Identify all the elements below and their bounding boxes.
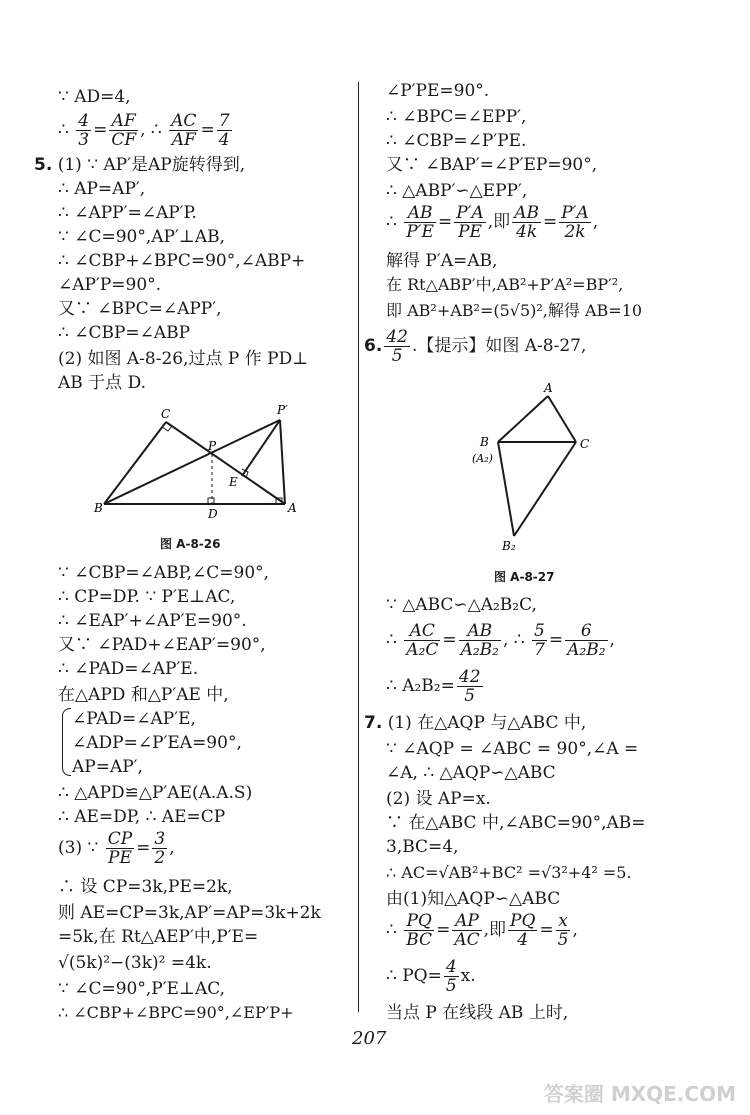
line: 5. (1) ∵ AP′是AP旋转得到,: [34, 155, 246, 175]
line: ∴ PQ= $\frac{4}{5}$ x.: [386, 957, 476, 996]
line: ∴ AC=√AB²+BC² =√3²+4² =5.: [386, 863, 632, 882]
label-b: B: [480, 435, 489, 449]
line: √(5k)²−(3k)² =4k.: [58, 953, 212, 973]
line: ∠ADP=∠P′EA=90°,: [72, 733, 242, 753]
line: ∴ ∠CBP+∠BPC=90°,∠EP′P+: [58, 1003, 294, 1022]
line: 当点 P 在线段 AB 上时,: [386, 1003, 569, 1023]
fraction: $\frac{AB}{4k}$: [514, 203, 539, 242]
line: ∵ ∠CBP=∠ABP,∠C=90°,: [58, 563, 270, 583]
line: 在 Rt△ABP′中,AB²+P′A²=BP′²,: [386, 275, 624, 294]
line: ∵ △ABC∽△A₂B₂C,: [386, 595, 537, 615]
line: =5k,在 Rt△AEP′中,P′E=: [58, 927, 259, 947]
question-number: 5.: [34, 155, 53, 175]
line: ∴ ∠CBP=∠ABP: [58, 323, 191, 343]
fraction: $\frac{x}{5}$: [557, 911, 569, 950]
fraction: $\frac{5}{7}$: [534, 621, 545, 660]
line: ∴ CP=DP. ∵ P′E⊥AC,: [58, 587, 236, 607]
label-c: C: [161, 407, 171, 421]
figure-caption: 图 A-8-27: [494, 570, 555, 584]
line: 又∵ ∠BAP′=∠P′EP=90°,: [386, 155, 598, 175]
label-b: B: [94, 501, 103, 515]
fraction: $\frac{42}{5}$: [386, 327, 408, 366]
line: ∠PAD=∠AP′E,: [72, 709, 196, 729]
watermark: 答案圈 MXQE.COM: [543, 1082, 736, 1106]
line: 由(1)知△AQP∽△ABC: [386, 889, 561, 909]
line: 7. (1) 在△AQP 与△ABC 中,: [364, 713, 587, 733]
line: ∠AP′P=90°.: [58, 275, 162, 295]
fraction: $\frac{PQ}{BC}$: [406, 911, 433, 950]
line: 6. $\frac{42}{5}$ .【提示】如图 A-8-27,: [364, 327, 587, 366]
fraction: $\frac{7}{4}$: [218, 111, 230, 150]
fraction: $\frac{CP}{PE}$: [107, 829, 133, 868]
fraction: $\frac{P'A}{2k}$: [561, 203, 589, 242]
line: AP=AP′,: [72, 757, 143, 777]
line: 3,BC=4,: [386, 837, 459, 857]
line: 则 AE=CP=3k,AP′=AP=3k+2k: [58, 903, 321, 923]
line: (2) 设 AP=x.: [386, 789, 491, 809]
label-a: A: [288, 501, 297, 515]
fraction: $\frac{4}{5}$: [445, 957, 457, 996]
line: ∴ △APD≌△P′AE(A.A.S): [58, 783, 253, 803]
line: 解得 P′A=AB,: [386, 251, 498, 271]
line: ∴ ∠EAP′+∠AP′E=90°.: [58, 611, 247, 631]
line: (2) 如图 A-8-26,过点 P 作 PD⊥: [58, 349, 309, 369]
line: ∴ AE=DP, ∴ AE=CP: [58, 807, 226, 827]
question-number: 7.: [364, 713, 383, 733]
figure-a-8-27: [470, 378, 590, 558]
line: ∴ $\frac{AC}{\text{A₂C}}$ = $\frac{AB}{\text{A₂B₂}}$ , ∴ $\frac{5}{7}$ = $\frac{6}{\text{A₂B₂}}$ ,: [386, 621, 615, 660]
line: ∴ ∠BPC=∠EPP′,: [386, 107, 527, 127]
label-p-prime: P′: [277, 403, 288, 417]
line: ∴ ∠CBP=∠P′PE.: [386, 131, 527, 151]
line: 即 AB²+AB²=(5√5)²,解得 AB=10: [386, 301, 643, 320]
line: ∵ ∠AQP = ∠ABC = 90°,∠A =: [386, 739, 639, 759]
fraction: $\frac{AP}{AC}$: [454, 911, 480, 950]
question-number: 6.: [364, 336, 383, 356]
label-c: C: [580, 437, 590, 451]
line: ∵ ∠C=90°,AP′⊥AB,: [58, 227, 225, 247]
fraction: $\frac{4}{3}$: [78, 111, 90, 150]
label-e: E: [229, 475, 238, 489]
page-number: 207: [352, 1028, 387, 1049]
line: AB 于点 D.: [58, 373, 147, 393]
line: ∴ AP=AP′,: [58, 179, 146, 199]
line: ∵ 在△ABC 中,∠ABC=90°,AB=: [386, 813, 646, 833]
line: 又∵ ∠PAD+∠EAP′=90°,: [58, 635, 266, 655]
label-b2: B₂: [502, 539, 516, 553]
label-p: P: [208, 439, 217, 453]
line: ∴ ∠APP′=∠AP′P.: [58, 203, 197, 223]
line: ∵ AD=4,: [58, 87, 131, 107]
label-a: A: [544, 381, 553, 395]
system-brace: [62, 708, 71, 776]
fraction: $\frac{AB}{\text{A₂B₂}}$: [460, 621, 499, 660]
fraction: $\frac{AF}{CF}$: [111, 111, 137, 150]
fraction: $\frac{AB}{P'E}$: [406, 203, 434, 242]
line: ∴ $\frac{PQ}{BC}$ = $\frac{AP}{AC}$ ,即 $\frac{PQ}{4}$ = $\frac{x}{5}$ ,: [386, 911, 578, 950]
line: 在△APD 和△P′AE 中,: [58, 685, 229, 705]
line: ∴ 设 CP=3k,PE=2k,: [58, 877, 233, 897]
fraction: $\frac{3}{2}$: [154, 829, 166, 868]
figure-caption: 图 A-8-26: [160, 537, 221, 551]
line: ∴ $\frac{AB}{P'E}$ = $\frac{P'A}{PE}$ ,即 $\frac{AB}{4k}$ = $\frac{P'A}{2k}$ ,: [386, 203, 599, 242]
line: (3) ∵ $\frac{CP}{PE}$ = $\frac{3}{2}$ ,: [58, 829, 175, 868]
fraction: $\frac{42}{5}$: [458, 667, 481, 706]
line: ∠P′PE=90°.: [386, 81, 490, 101]
fraction: $\frac{AC}{AF}$: [171, 111, 197, 150]
fraction: $\frac{6}{\text{A₂B₂}}$: [567, 621, 606, 660]
label-a2: (A₂): [472, 452, 493, 465]
line: ∴ ∠PAD=∠AP′E.: [58, 659, 199, 679]
line: ∴ △ABP′∽△EPP′,: [386, 181, 528, 201]
fraction: $\frac{AC}{\text{A₂C}}$: [406, 621, 439, 660]
figure-a-8-26: [90, 400, 300, 530]
line: ∵ ∠C=90°,P′E⊥AC,: [58, 979, 226, 999]
fraction: $\frac{PQ}{4}$: [510, 911, 536, 950]
fraction: $\frac{P'A}{PE}$: [456, 203, 484, 242]
label-d: D: [208, 507, 218, 521]
line: ∴ A₂B₂= $\frac{42}{5}$: [386, 667, 481, 706]
line: ∴ $\frac{4}{3}$ = $\frac{AF}{CF}$ , ∴ $\frac{AC}{AF}$ = $\frac{7}{4}$: [58, 111, 230, 150]
column-divider: [358, 82, 359, 1012]
line: ∠A, ∴ △AQP∽△ABC: [386, 763, 556, 783]
line: ∴ ∠CBP+∠BPC=90°,∠ABP+: [58, 251, 306, 271]
line: 又∵ ∠BPC=∠APP′,: [58, 299, 222, 319]
